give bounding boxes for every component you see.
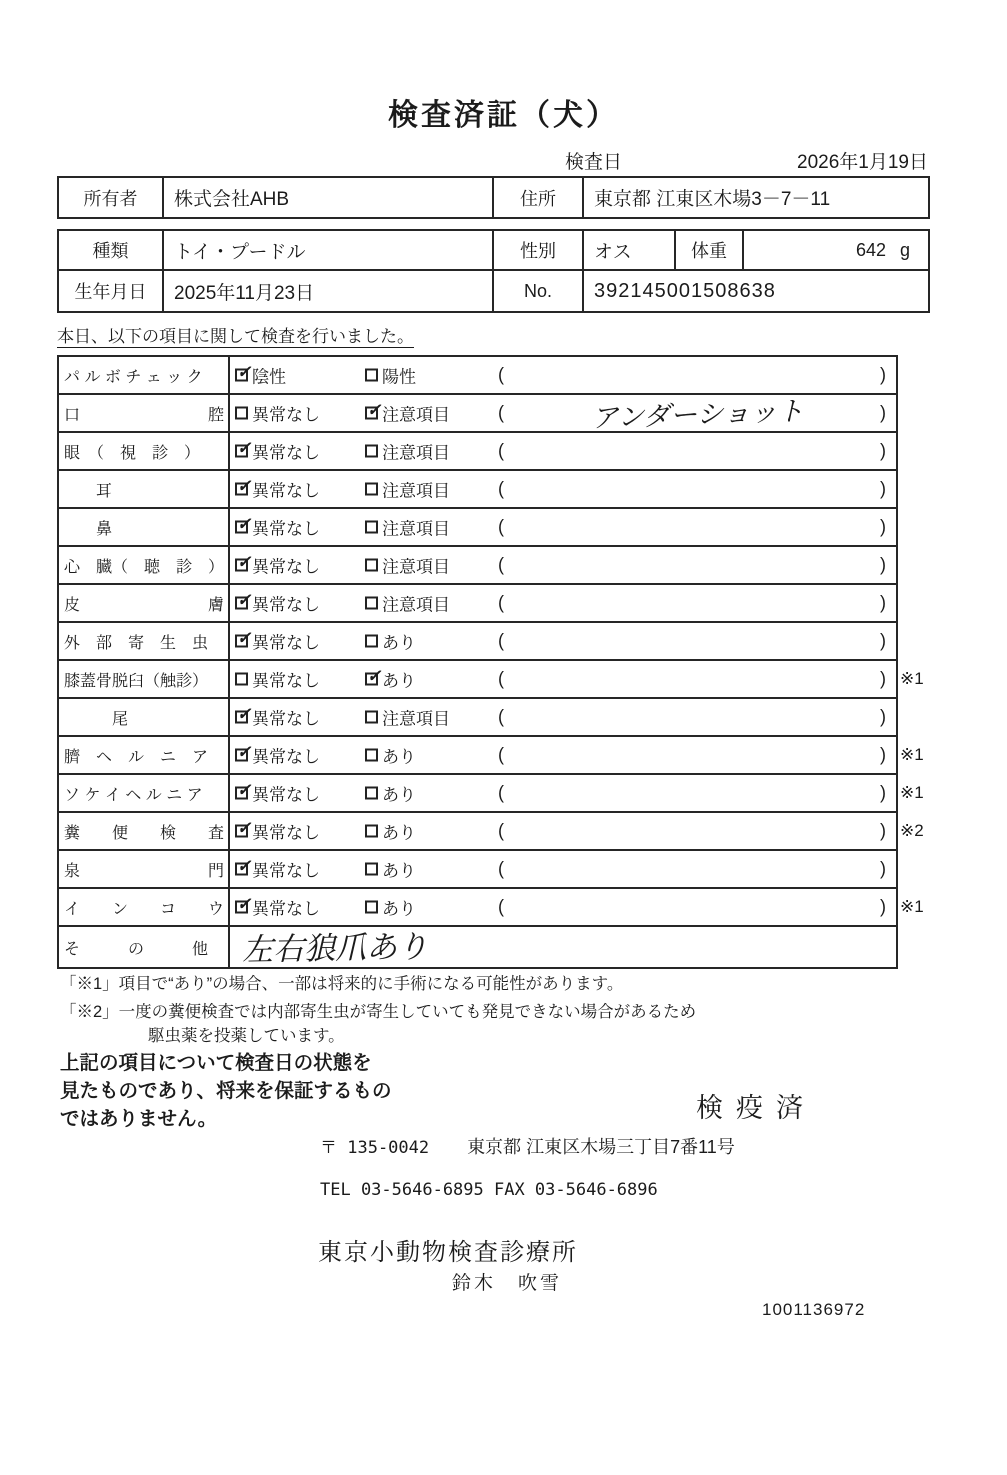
checkbox-icon — [235, 590, 252, 610]
checkbox-option-2 — [365, 477, 450, 502]
checkbox-option-1 — [235, 591, 320, 616]
checkbox-option-2-label: 注意項目 — [382, 519, 450, 539]
checkbox-option-2 — [365, 781, 416, 806]
footnote-2-continued: 駆虫薬を投薬しています。 — [148, 1027, 345, 1045]
checkbox-option-1-label: 異常なし — [252, 785, 320, 805]
address-value: 東京都 江東区木場3－7－11 — [582, 178, 928, 217]
checkbox-option-2 — [365, 667, 416, 692]
inspection-row — [59, 661, 924, 699]
paren-open: ( — [498, 668, 504, 689]
footnote-ref: ※2 — [900, 821, 924, 840]
checkbox-icon — [365, 787, 378, 800]
inspection-item-label: 臍 ヘ ル ニ ア — [59, 737, 230, 773]
checkbox-option-1 — [235, 705, 320, 730]
checkbox-icon — [365, 483, 378, 496]
handwritten-note — [515, 483, 880, 496]
inspection-item-label: 心 臓（ 聴 診 ） — [59, 547, 230, 583]
inspection-item-label: 糞 便 検 査 — [59, 813, 230, 849]
footnote-ref: ※1 — [900, 669, 924, 688]
quarantine-stamp: 検疫済 — [696, 1093, 816, 1123]
inspection-row-content — [230, 889, 924, 925]
inspection-item-label: 耳 — [59, 471, 230, 507]
handwritten-note: アンダーショット — [590, 396, 805, 434]
checkbox-option-1-label: 異常なし — [252, 747, 320, 767]
checkbox-option-2-label: 注意項目 — [382, 443, 450, 463]
checkbox-option-1 — [235, 439, 320, 464]
handwritten-note — [515, 635, 880, 648]
inspection-row — [59, 623, 896, 661]
inspection-row-content — [230, 395, 896, 434]
paren-close: ) — [880, 820, 886, 841]
checkbox-icon — [365, 521, 378, 534]
checkbox-option-2 — [365, 819, 416, 844]
inspection-row-content — [230, 775, 924, 811]
paren-close: ) — [880, 516, 886, 537]
clinic-address: 東京都 江東区木場三丁目7番11号 — [467, 1137, 735, 1157]
checkbox-option-1-label: 異常なし — [252, 557, 320, 577]
checkbox-option-2-label: 注意項目 — [382, 405, 450, 425]
checkbox-option-1 — [235, 781, 320, 806]
clinic-name: 東京小動物検査診療所 — [318, 1239, 578, 1266]
paren-close: ) — [880, 440, 886, 461]
paren-close: ) — [880, 630, 886, 651]
inspection-row — [59, 585, 896, 623]
checkbox-icon — [365, 825, 378, 838]
checkbox-option-2-label: 陽性 — [382, 367, 416, 387]
intro-text: 本日、以下の項目に関して検査を行いました。 — [57, 327, 414, 346]
inspection-row — [59, 471, 896, 509]
checkbox-option-1-label: 異常なし — [252, 595, 320, 615]
paren-close: ) — [880, 668, 886, 689]
handwritten-note — [515, 559, 880, 572]
weight-unit: g — [899, 239, 910, 260]
checkbox-option-1-label: 異常なし — [252, 823, 320, 843]
checkbox-icon — [365, 901, 378, 914]
handwritten-note — [515, 749, 880, 762]
inspection-row — [59, 851, 896, 889]
checkbox-icon — [235, 704, 252, 724]
inspection-row-content — [230, 471, 896, 507]
checkbox-icon — [365, 445, 378, 458]
veterinarian-name: 鈴木 吹雪 — [452, 1273, 563, 1294]
no-value: 392145001508638 — [582, 269, 928, 311]
inspection-item-label: ソ ケ イ ヘ ル ニ ア — [59, 775, 230, 811]
paren-open: ( — [498, 858, 504, 879]
checkbox-option-1-label: 異常なし — [252, 519, 320, 539]
paren-open: ( — [498, 516, 504, 537]
paren-close: ) — [880, 592, 886, 613]
checkbox-icon — [235, 407, 248, 420]
inspection-item-label: 外 部 寄 生 虫 — [59, 623, 230, 659]
checkbox-option-2 — [365, 895, 416, 920]
inspection-date-value: 2026年1月19日 — [797, 152, 928, 173]
inspection-row-content — [230, 661, 924, 697]
checkbox-option-2 — [365, 553, 450, 578]
paren-open: ( — [498, 554, 504, 575]
handwritten-note — [515, 369, 880, 382]
check-mark-icon: ✓ — [237, 894, 252, 914]
inspection-row — [59, 889, 924, 927]
checkbox-option-1-label: 異常なし — [252, 899, 320, 919]
paren-close: ) — [880, 858, 886, 879]
no-label: No. — [492, 269, 582, 311]
handwritten-note — [515, 711, 880, 724]
checkbox-option-2-label: あり — [382, 747, 416, 767]
checkbox-option-1 — [235, 629, 320, 654]
check-mark-icon: ✓ — [367, 400, 382, 420]
checkbox-icon — [235, 780, 252, 800]
checkbox-option-1-label: 異常なし — [252, 861, 320, 881]
footnote-ref: ※1 — [900, 745, 924, 764]
footnote-ref: ※1 — [900, 897, 924, 916]
checkbox-option-1 — [235, 667, 320, 692]
breed-label: 種類 — [92, 241, 129, 261]
paren-close: ) — [880, 554, 886, 575]
checkbox-icon — [365, 635, 378, 648]
address-label: 住所 — [492, 178, 582, 217]
checkbox-icon — [235, 552, 252, 572]
checkbox-option-1 — [235, 401, 320, 426]
checkbox-icon — [235, 476, 252, 496]
paren-open: ( — [498, 706, 504, 727]
inspection-row-content — [230, 547, 896, 583]
checkbox-option-2-label: あり — [382, 861, 416, 881]
check-mark-icon: ✓ — [237, 590, 252, 610]
checkbox-option-2 — [365, 743, 416, 768]
inspection-row-content — [230, 509, 896, 545]
checkbox-icon — [235, 818, 252, 838]
checkbox-icon — [235, 438, 252, 458]
inspection-row-content — [230, 813, 924, 849]
check-mark-icon: ✓ — [237, 780, 252, 800]
inspection-item-label: 鼻 — [59, 509, 230, 545]
weight-value-cell — [742, 231, 928, 269]
check-mark-icon: ✓ — [237, 742, 252, 762]
checkbox-option-1 — [235, 819, 320, 844]
inspection-row-content — [230, 623, 896, 659]
check-mark-icon: ✓ — [237, 704, 252, 724]
inspection-item-label: 皮 膚 — [59, 585, 230, 621]
paren-open: ( — [498, 440, 504, 461]
inspection-row — [59, 547, 896, 585]
checkbox-option-1 — [235, 553, 320, 578]
checkbox-icon — [365, 559, 378, 572]
checkbox-option-2 — [365, 705, 450, 730]
checkbox-option-2 — [365, 591, 450, 616]
checkbox-icon — [365, 749, 378, 762]
checkbox-icon — [235, 514, 252, 534]
checkbox-icon — [365, 369, 378, 382]
checkbox-option-2 — [365, 515, 450, 540]
breed-value: トイ・プードル — [162, 231, 492, 269]
inspection-row — [59, 433, 896, 471]
checkbox-icon — [365, 863, 378, 876]
inspection-row-content — [230, 737, 924, 773]
checkbox-option-1 — [235, 857, 320, 882]
checkbox-option-1-label: 異常なし — [252, 481, 320, 501]
handwritten-note — [515, 673, 880, 686]
paren-close: ) — [880, 744, 886, 765]
inspection-item-label: 口 腔 — [59, 395, 230, 431]
clinic-address-row — [320, 1133, 735, 1159]
checkbox-icon — [365, 666, 382, 686]
checkbox-option-2-label: 注意項目 — [382, 709, 450, 729]
tel-fax-line: TEL 03-5646-6895 FAX 03-5646-6896 — [320, 1180, 658, 1200]
weight-label: 体重 — [674, 231, 742, 269]
check-mark-icon: ✓ — [237, 476, 252, 496]
pet-info-table — [57, 229, 930, 313]
handwritten-note — [515, 787, 880, 800]
paren-open: ( — [498, 402, 504, 423]
handwritten-note — [515, 597, 880, 610]
checkbox-option-1 — [235, 895, 320, 920]
check-mark-icon: ✓ — [237, 552, 252, 572]
checkbox-option-2-label: 注意項目 — [382, 595, 450, 615]
checkbox-option-2-label: あり — [382, 785, 416, 805]
disclaimer-line-2: 見たものであり、将来を保証するもの — [60, 1080, 392, 1102]
inspection-date-label: 検査日 — [565, 152, 623, 173]
checkbox-option-2 — [365, 857, 416, 882]
inspection-row-content — [230, 357, 896, 393]
birthdate-label: 生年月日 — [59, 269, 162, 311]
checkbox-option-1-label: 異常なし — [252, 443, 320, 463]
inspection-item-label: そ の 他 — [59, 927, 230, 967]
weight-value: 642 — [855, 239, 886, 260]
paren-close: ) — [880, 478, 886, 499]
handwritten-note — [515, 901, 880, 914]
paren-close: ) — [880, 364, 886, 385]
paren-open: ( — [498, 630, 504, 651]
checkbox-option-2-label: あり — [382, 823, 416, 843]
inspection-row-content — [230, 851, 896, 887]
inspection-date-row — [57, 147, 930, 171]
checkbox-option-2 — [365, 401, 450, 426]
paren-close: ) — [880, 706, 886, 727]
document-title: 検査済証（犬） — [388, 99, 619, 132]
checkbox-option-2 — [365, 629, 416, 654]
handwritten-note — [515, 863, 880, 876]
handwritten-note — [515, 521, 880, 534]
footnote-ref: ※1 — [900, 783, 924, 802]
paren-open: ( — [498, 364, 504, 385]
inspection-row — [59, 813, 924, 851]
sex-value: オス — [582, 231, 674, 269]
footnote-2: 「※2」一度の糞便検査では内部寄生虫が寄生していても発見できない場合があるため — [60, 1003, 697, 1021]
checkbox-option-2-label: あり — [382, 671, 416, 691]
checkbox-option-2 — [365, 439, 450, 464]
owner-info-table — [57, 176, 930, 219]
owner-label: 所有者 — [83, 188, 138, 209]
check-mark-icon: ✓ — [237, 818, 252, 838]
handwritten-other-note: 左右狼爪あり — [241, 929, 429, 968]
checkbox-option-1-label: 異常なし — [252, 671, 320, 691]
inspection-row — [59, 509, 896, 547]
serial-number: 1001136972 — [762, 1300, 866, 1319]
inspection-item-label: 眼 （ 視 診 ） — [59, 433, 230, 469]
handwritten-note — [515, 825, 880, 838]
check-mark-icon: ✓ — [237, 628, 252, 648]
checkbox-icon — [365, 711, 378, 724]
checkbox-icon — [365, 597, 378, 610]
inspection-row — [59, 395, 896, 433]
inspection-row-content — [230, 585, 896, 621]
disclaimer-line-1: 上記の項目について検査日の状態を — [60, 1052, 372, 1074]
inspection-item-label: 尾 — [59, 699, 230, 735]
checkbox-icon — [235, 742, 252, 762]
check-mark-icon: ✓ — [237, 438, 252, 458]
paren-open: ( — [498, 820, 504, 841]
checkbox-option-2 — [365, 363, 416, 388]
checkbox-option-1-label: 異常なし — [252, 405, 320, 425]
check-mark-icon: ✓ — [237, 514, 252, 534]
inspection-item-label: 膝蓋骨脱臼（触診） — [59, 661, 230, 697]
checkbox-option-2-label: あり — [382, 899, 416, 919]
inspection-row-content — [230, 699, 896, 735]
birthdate-value: 2025年11月23日 — [162, 269, 492, 311]
footnote-1: 「※1」項目で“あり”の場合、一部は将来的に手術になる可能性があります。 — [60, 975, 624, 993]
inspection-row — [59, 775, 924, 813]
inspection-item-label: 泉 門 — [59, 851, 230, 887]
disclaimer-line-3: ではありません。 — [60, 1108, 218, 1130]
checkbox-icon — [235, 628, 252, 648]
inspection-row-content — [230, 433, 896, 469]
inspection-item-label: イ ン コ ウ — [59, 889, 230, 925]
inspection-row — [59, 737, 924, 775]
checkbox-option-2-label: 注意項目 — [382, 481, 450, 501]
checkbox-option-1-label: 異常なし — [252, 633, 320, 653]
checkbox-option-2-label: 注意項目 — [382, 557, 450, 577]
checkbox-option-1 — [235, 477, 320, 502]
checkbox-icon — [235, 894, 252, 914]
disclaimer-text — [60, 1049, 392, 1133]
inspection-item-label: パ ル ボ チ ェ ッ ク — [59, 357, 230, 393]
inspection-table — [57, 355, 924, 969]
check-mark-icon: ✓ — [237, 856, 252, 876]
checkbox-icon — [235, 362, 252, 382]
paren-open: ( — [498, 744, 504, 765]
checkbox-option-1-label: 異常なし — [252, 709, 320, 729]
inspection-row — [59, 927, 896, 967]
paren-open: ( — [498, 896, 504, 917]
checkbox-option-1 — [235, 743, 320, 768]
postal-code: 〒 135-0042 — [320, 1138, 430, 1158]
checkbox-icon — [235, 673, 248, 686]
owner-value: 株式会社AHB — [162, 178, 492, 217]
checkbox-icon — [235, 856, 252, 876]
inspection-row — [59, 699, 896, 737]
paren-close: ) — [880, 402, 886, 423]
checkbox-option-1-label: 陰性 — [252, 367, 286, 387]
checkbox-option-1 — [235, 515, 320, 540]
paren-open: ( — [498, 478, 504, 499]
checkbox-option-2-label: あり — [382, 633, 416, 653]
inspection-row-content — [230, 927, 896, 967]
paren-open: ( — [498, 782, 504, 803]
checkbox-option-1 — [235, 363, 286, 388]
check-mark-icon: ✓ — [237, 362, 252, 382]
sex-label: 性別 — [492, 231, 582, 269]
checkbox-icon — [365, 400, 382, 420]
handwritten-note — [515, 445, 880, 458]
paren-open: ( — [498, 592, 504, 613]
paren-close: ) — [880, 896, 886, 917]
paren-close: ) — [880, 782, 886, 803]
check-mark-icon: ✓ — [367, 666, 382, 686]
